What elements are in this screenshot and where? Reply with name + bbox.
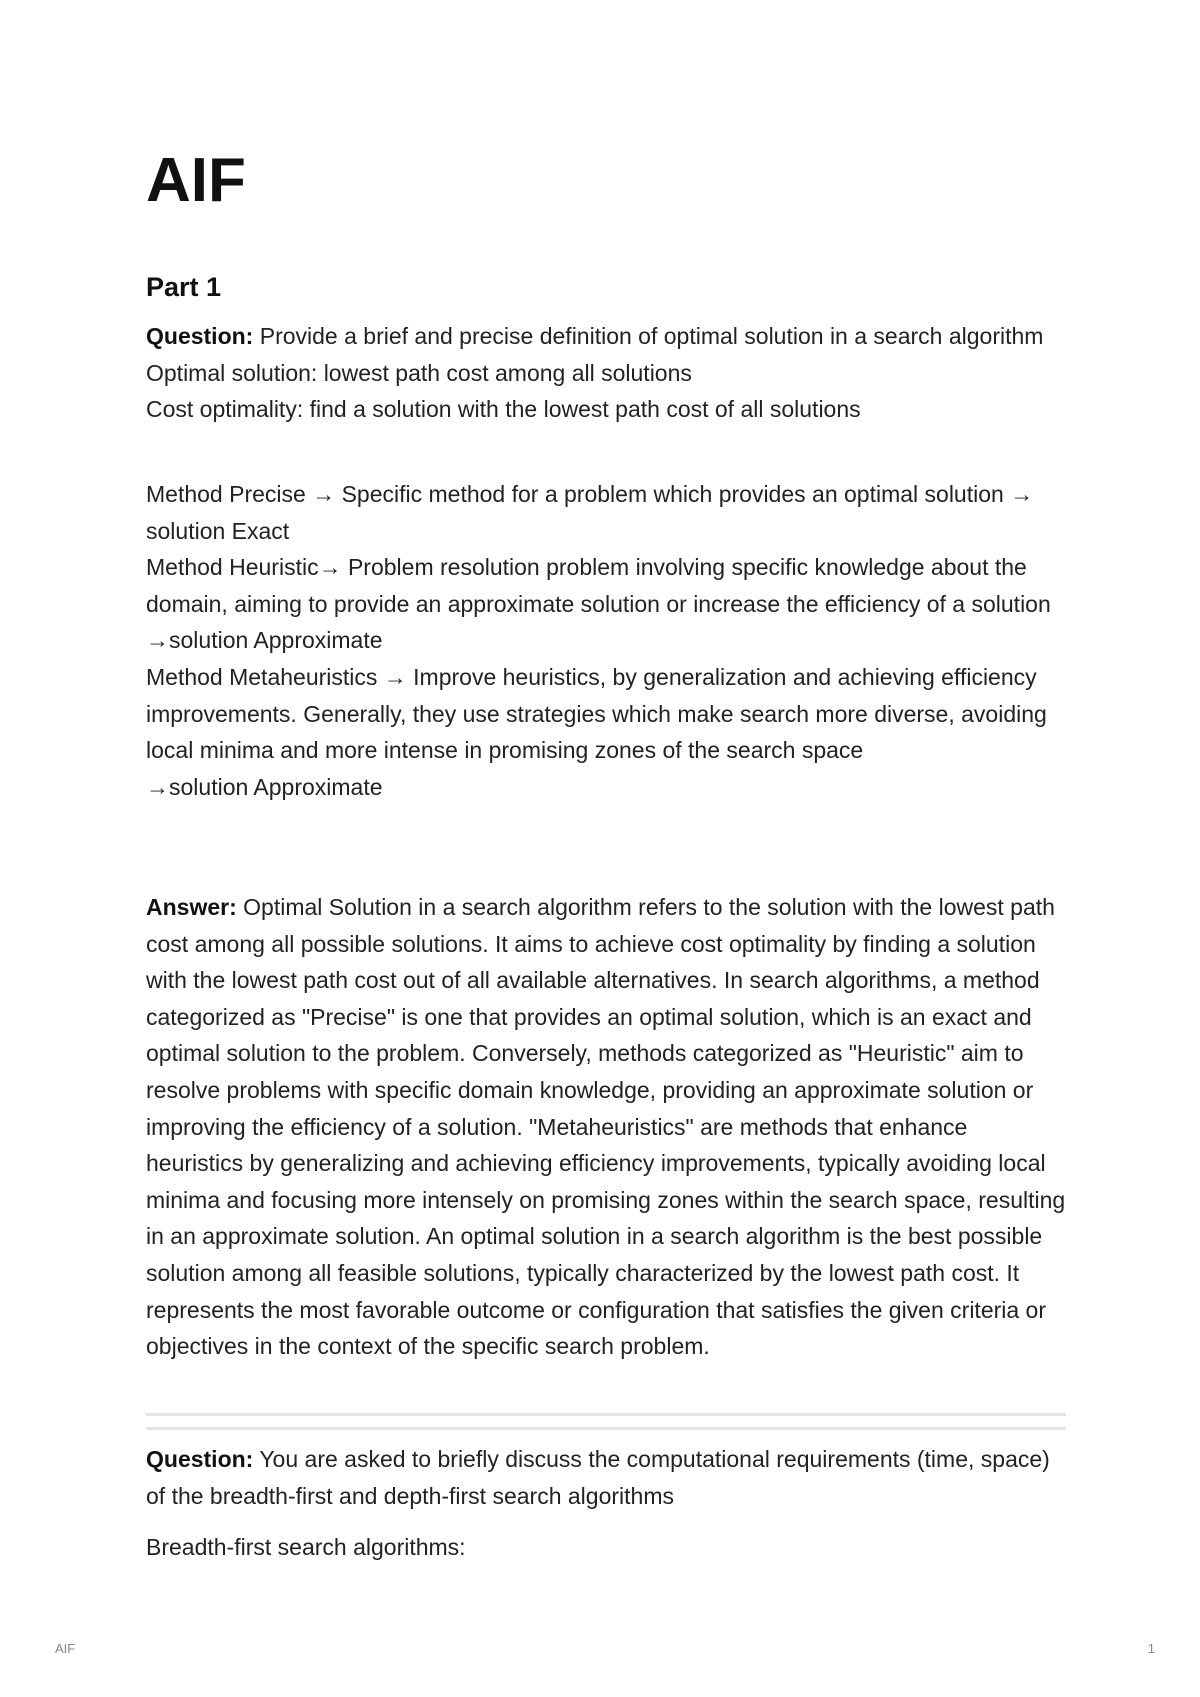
section-heading: Part 1 [146,272,222,302]
answer-1-block [146,889,1066,1365]
method-precise: Method Precise → Specific method for a problem which provides an optimal solution → solution Exact [146,481,1034,544]
question-label: Question: [146,1446,254,1472]
answer-label: Answer: [146,894,237,920]
method-metaheuristics-result: →solution Approximate [146,773,383,800]
bfs-subheading: Breadth-first search algorithms: [146,1534,466,1560]
divider [146,1413,1066,1416]
note-cost-optimality: Cost optimality: find a solution with the lowest path cost of all solutions [146,396,861,423]
document-title: AIF [146,146,246,215]
question-1-block [146,318,1066,428]
question-label: Question: [146,323,254,349]
method-heuristic: Method Heuristic→ Problem resolution problem involving specific knowledge about the domain, aiming to provide an approximate solution or increase the efficiency of a solution →solution Approximate [146,554,1051,654]
question-2-text: You are asked to briefly discuss the computational requirements (time, space) of the breadth-first and depth-first search algorithms [146,1446,1050,1509]
answer-1 [146,889,1066,1365]
footer-page-number: 1 [1147,1641,1155,1656]
methods-block [146,476,1066,805]
method-metaheuristics: Method Metaheuristics → Improve heuristics, by generalization and achieving efficiency improvements. Generally, they use strategies which make search more diverse, avoiding local minima and more intense in promising zones of the search space [146,663,1047,764]
question-2-block [146,1441,1066,1514]
note-optimal-solution: Optimal solution: lowest path cost among all solutions [146,359,692,386]
question-2 [146,1441,1066,1514]
question-1-text: Provide a brief and precise definition of optimal solution in a search algorithm [253,323,1044,349]
question-1 [146,318,1066,355]
answer-1-text: Optimal Solution in a search algorithm refers to the solution with the lowest path cost among all possible solutions. It aims to achieve cost optimality by finding a solution with the lowest path cost out of all available alternatives. In search algorithms, a method categorized as "Precise" is one that provides an optimal solution, which is an exact and optimal solution to the problem. Conversely, methods categorized as "Heuristic" aim to resolve problems with specific domain knowledge, providing an approximate solution or improving the efficiency of a solution. "Metaheuristics" are methods that enhance heuristics by generalizing and achieving efficiency improvements, typically avoiding local minima and focusing more intensely on promising zones within the search space, resulting in an approximate solution. An optimal solution in a search algorithm is the best possible solution among all feasible solutions, typically characterized by the lowest path cost. It represents the most favorable outcome or configuration that satisfies the given criteria or objectives in the context of the specific search problem. [146,894,1066,1360]
footer-document-name: AIF [55,1641,76,1656]
divider [146,1427,1066,1430]
bfs-subheading-block [146,1529,1066,1566]
